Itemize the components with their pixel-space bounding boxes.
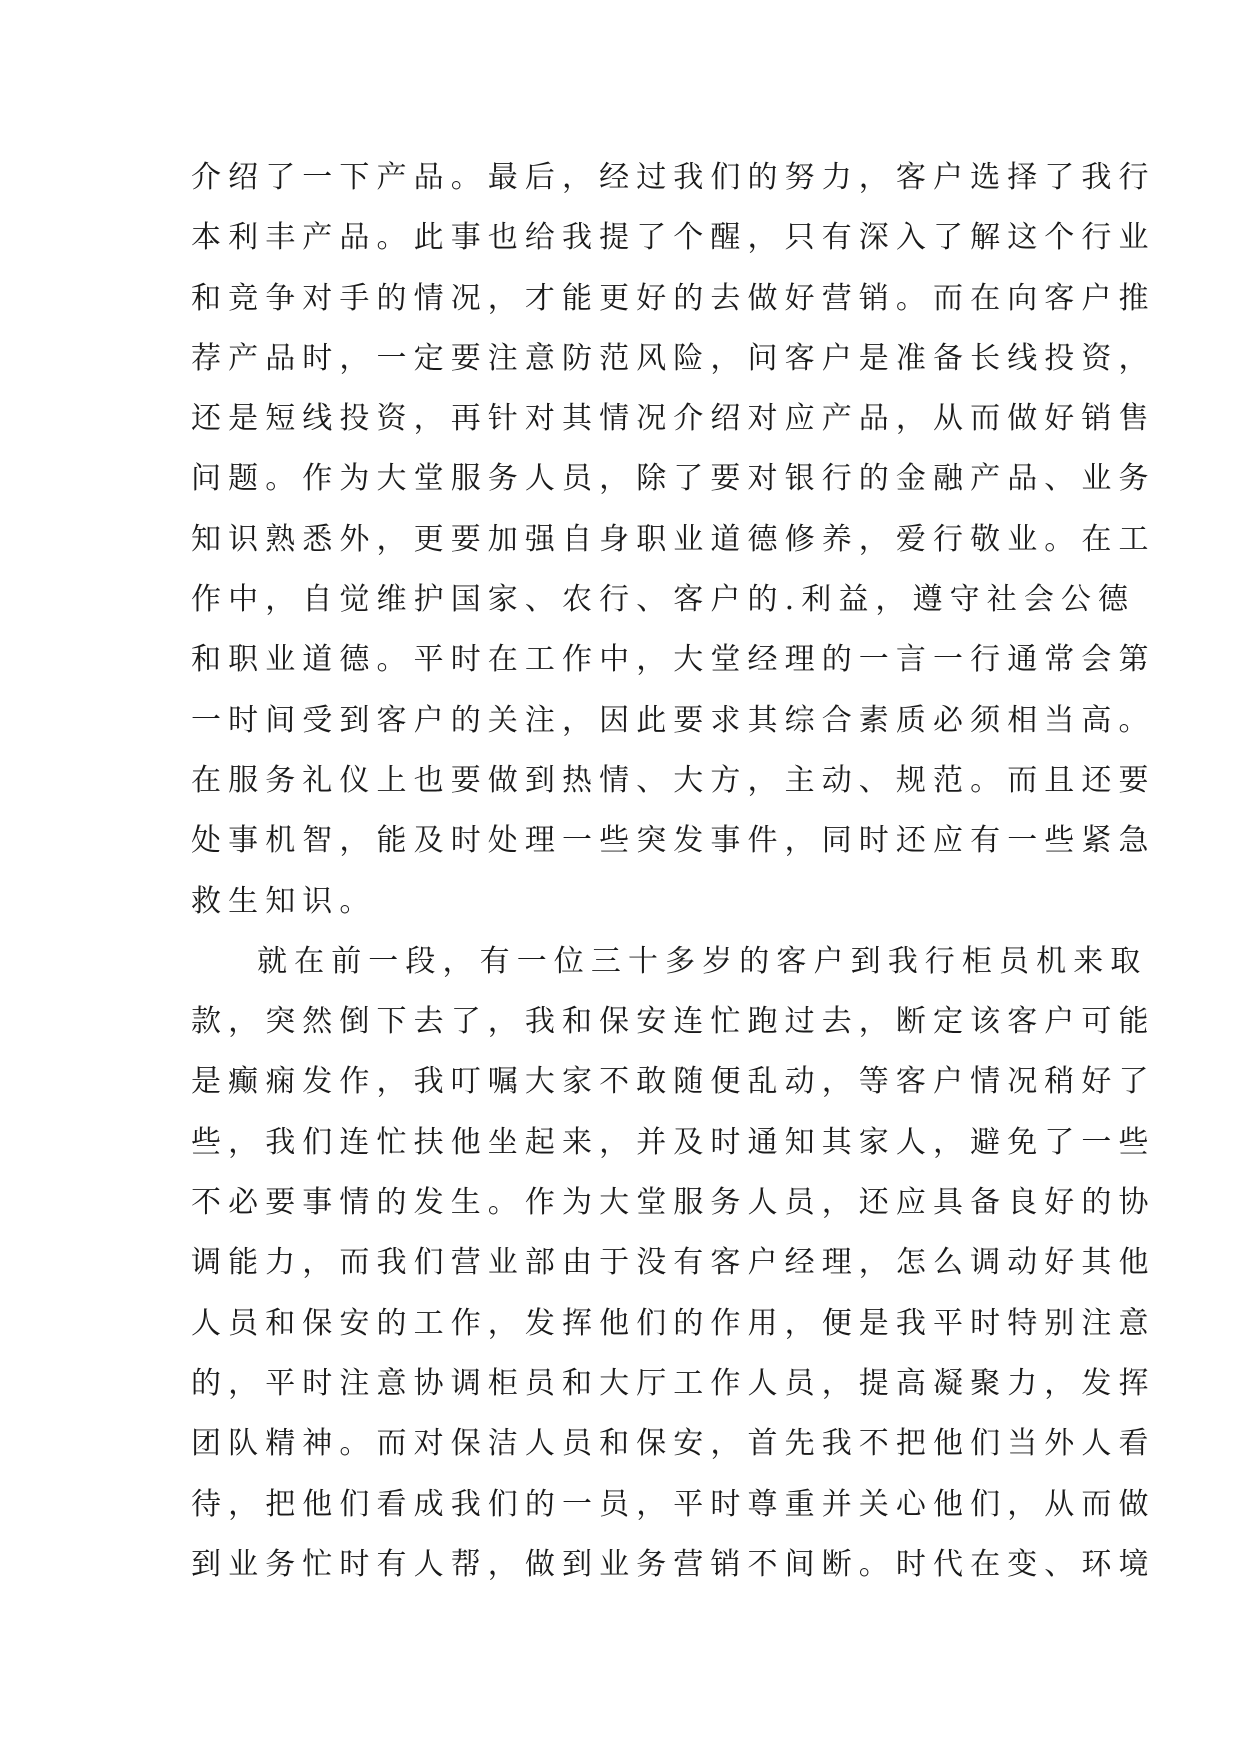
text-line: 团队精神。而对保洁人员和保安，首先我不把他们当外人看 <box>191 1426 1156 1462</box>
text-line: 一时间受到客户的关注，因此要求其综合素质必须相当高。 <box>191 702 1156 738</box>
text-line: 就在前一段，有一位三十多岁的客户到我行柜员机来取 <box>257 943 1148 979</box>
text-line: 些，我们连忙扶他坐起来，并及时通知其家人，避免了一些 <box>191 1124 1156 1160</box>
text-line: 不必要事情的发生。作为大堂服务人员，还应具备良好的协 <box>191 1185 1156 1221</box>
paragraph-2 <box>191 943 1156 1607</box>
text-line: 本利丰产品。此事也给我提了个醒，只有深入了解这个行业 <box>191 220 1156 256</box>
text-line: 到业务忙时有人帮，做到业务营销不间断。时代在变、环境 <box>191 1546 1156 1582</box>
text-line: 知识熟悉外，更要加强自身职业道德修养，爱行敬业。在工 <box>191 521 1156 557</box>
text-line: 作中，自觉维护国家、农行、客户的.利益，遵守社会公德 <box>191 582 1136 618</box>
text-line: 还是短线投资，再针对其情况介绍对应产品，从而做好销售 <box>191 401 1156 437</box>
text-line: 人员和保安的工作，发挥他们的作用，便是我平时特别注意 <box>191 1305 1156 1341</box>
text-line: 救生知识。 <box>191 883 377 919</box>
text-line: 处事机智，能及时处理一些突发事件，同时还应有一些紧急 <box>191 823 1156 859</box>
text-line: 介绍了一下产品。最后，经过我们的努力，客户选择了我行 <box>191 160 1156 195</box>
text-line: 待，把他们看成我们的一员，平时尊重并关心他们，从而做 <box>191 1486 1156 1522</box>
paragraph-1 <box>191 160 1156 944</box>
text-line: 的，平时注意协调柜员和大厅工作人员，提高凝聚力，发挥 <box>191 1365 1156 1401</box>
text-line: 在服务礼仪上也要做到热情、大方，主动、规范。而且还要 <box>191 762 1156 798</box>
text-line: 是癫痫发作，我叮嘱大家不敢随便乱动，等客户情况稍好了 <box>191 1064 1156 1100</box>
body-text <box>191 160 1156 1607</box>
text-line: 荐产品时，一定要注意防范风险，问客户是准备长线投资， <box>191 340 1156 376</box>
text-line: 问题。作为大堂服务人员，除了要对银行的金融产品、业务 <box>191 461 1156 497</box>
text-line: 和职业道德。平时在工作中，大堂经理的一言一行通常会第 <box>191 642 1156 678</box>
text-line: 和竞争对手的情况，才能更好的去做好营销。而在向客户推 <box>191 280 1156 316</box>
text-line: 款，突然倒下去了，我和保安连忙跑过去，断定该客户可能 <box>191 1004 1156 1040</box>
text-line: 调能力，而我们营业部由于没有客户经理，怎么调动好其他 <box>191 1245 1156 1281</box>
